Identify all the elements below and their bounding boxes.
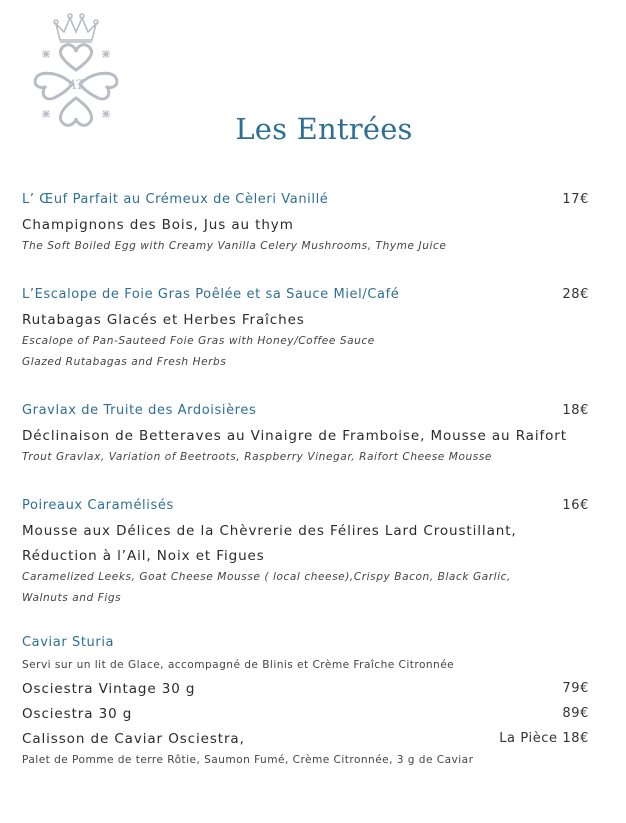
- crown-icon: [56, 18, 96, 40]
- caviar-price: La Pièce 18€: [499, 731, 589, 746]
- dish-name: Poireaux Caramélisés: [22, 498, 174, 513]
- dish-english: Escalope of Pan-Sauteed Foie Gras with Honey/Coffee Sauce: [22, 335, 375, 347]
- caviar-title: Caviar Sturia: [22, 635, 115, 650]
- dish-english: Walnuts and Figs: [22, 592, 122, 604]
- caviar-option: Calisson de Caviar Osciestra,: [22, 731, 245, 747]
- logo-monogram: AT: [67, 78, 85, 93]
- dish-description: Mousse aux Délices de la Chèvrerie des Félires Lard Croustillant,: [22, 523, 517, 539]
- dish-name: L’Escalope de Foie Gras Poêlée et sa Sauce Miel/Café: [22, 287, 400, 302]
- dish-description: Rutabagas Glacés et Herbes Fraîches: [22, 312, 305, 328]
- dish-description: Déclinaison de Betteraves au Vinaigre de Framboise, Mousse au Raifort: [22, 428, 567, 444]
- caviar-option: Osciestra Vintage 30 g: [22, 681, 196, 697]
- dish-description: Champignons des Bois, Jus au thym: [22, 217, 294, 233]
- dish-name: L’ Œuf Parfait au Crémeux de Cèleri Vanillé: [22, 192, 329, 207]
- caviar-option: Osciestra 30 g: [22, 706, 133, 722]
- dish-name: Gravlax de Truite des Ardoisières: [22, 403, 257, 418]
- caviar-note: Palet de Pomme de terre Rôtie, Saumon Fumé, Crème Citronnée, 3 g de Caviar: [22, 754, 474, 766]
- dish-english: Trout Gravlax, Variation of Beetroots, Raspberry Vinegar, Raifort Cheese Mousse: [22, 451, 492, 463]
- caviar-price: 79€: [562, 681, 589, 696]
- dish-price: 17€: [562, 192, 589, 207]
- dish-price: 16€: [562, 498, 589, 513]
- dish-english: The Soft Boiled Egg with Creamy Vanilla Celery Mushrooms, Thyme Juice: [22, 240, 447, 252]
- dish-english: Caramelized Leeks, Goat Cheese Mousse ( local cheese),Crispy Bacon, Black Garlic,: [22, 571, 511, 583]
- dish-price: 28€: [562, 287, 589, 302]
- caviar-intro: Servi sur un lit de Glace, accompagné de Blinis et Crème Fraîche Citronnée: [22, 659, 455, 671]
- page-title: Les Entrées: [235, 112, 413, 146]
- dish-english: Glazed Rutabagas and Fresh Herbs: [22, 356, 227, 368]
- dish-description: Réduction à l’Ail, Noix et Figues: [22, 548, 265, 564]
- dish-price: 18€: [562, 403, 589, 418]
- caviar-price: 89€: [562, 706, 589, 721]
